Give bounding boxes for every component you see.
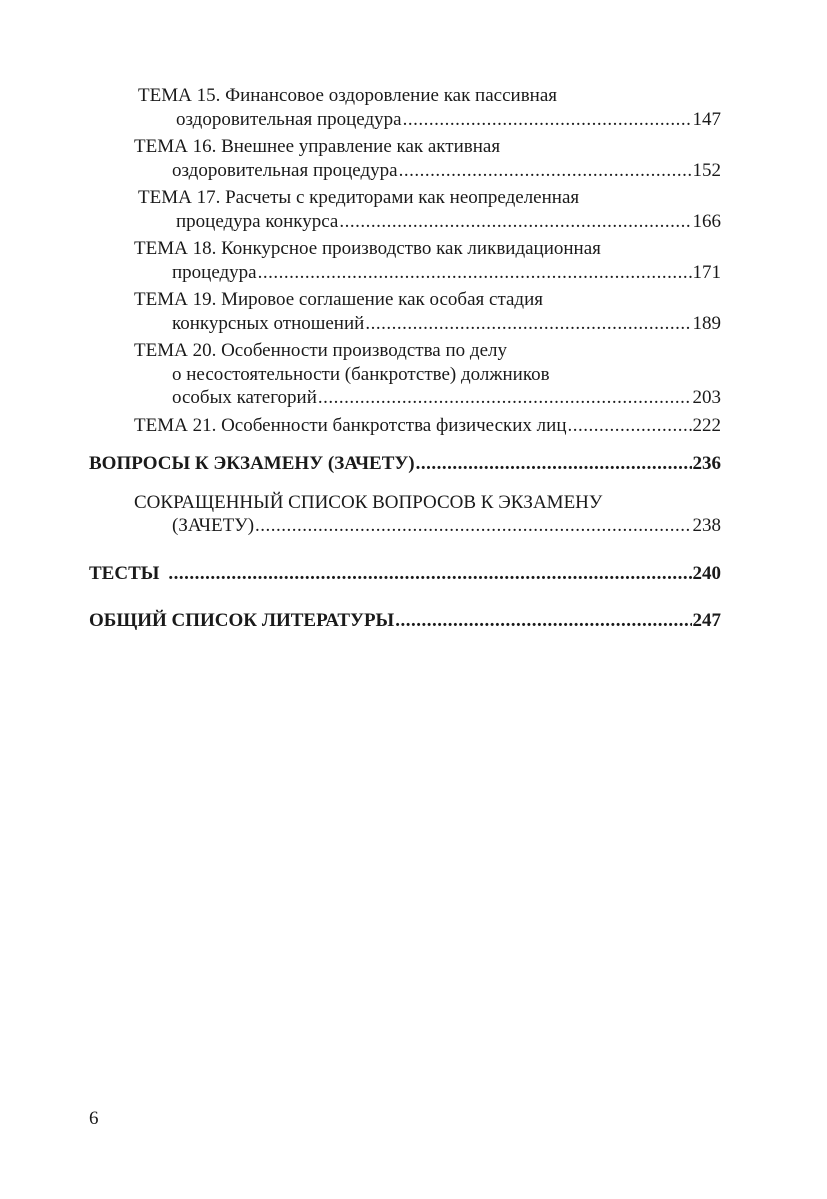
toc-entry-title: ТЕМА 20. Особенности производства по делу	[134, 340, 507, 361]
toc-entry-topic-18[interactable]	[89, 237, 721, 284]
toc-entry-exam-questions[interactable]	[89, 452, 721, 476]
toc-entry-title-line: о несостоятельности (банкротстве) должников	[172, 363, 550, 385]
dot-leader	[395, 609, 691, 633]
dot-leader	[403, 108, 692, 132]
toc-entry-title-cont	[134, 414, 721, 438]
toc-entry-topic-17[interactable]	[89, 186, 721, 233]
toc-entry-title-cont	[134, 159, 721, 183]
toc-entry-bibliography[interactable]	[89, 609, 721, 633]
toc-entry-title-line: особых категорий	[172, 387, 317, 408]
toc-entry-title-cont	[134, 514, 721, 538]
toc-entry-title-cont	[134, 386, 721, 410]
toc-entry-title: ТЕМА 16. Внешнее управление как активная	[134, 136, 501, 157]
toc-page-number: 236	[692, 453, 721, 474]
page-number: 6	[89, 1108, 99, 1129]
toc-entry-title: ТЕМА 17. Расчеты с кредиторами как неопределенная	[138, 187, 580, 208]
toc-entry-row	[89, 562, 721, 586]
dot-leader	[399, 159, 692, 183]
toc-entry-title: ОБЩИЙ СПИСОК ЛИТЕРАТУРЫ	[89, 610, 395, 631]
toc-entry-title-cont	[134, 312, 721, 336]
dot-leader	[318, 386, 692, 410]
toc-page-number: 152	[692, 159, 721, 181]
toc-entry-title-line: оздоровительная процедура	[172, 159, 398, 181]
toc-entry-topic-15[interactable]	[89, 84, 721, 131]
toc-entry-title: ТЕМА 19. Мировое соглашение как особая стадия	[134, 289, 543, 310]
toc-entry-title: ВОПРОСЫ К ЭКЗАМЕНУ (ЗАЧЕТУ)	[89, 453, 415, 474]
toc-entry-title-cont	[138, 210, 721, 234]
table-of-contents	[89, 84, 721, 633]
toc-entry-row	[89, 452, 721, 476]
toc-entry-title-cont	[134, 261, 721, 285]
toc-entry-row	[89, 609, 721, 633]
toc-entry-title: ТЕМА 15. Финансовое оздоровление как пассивная	[138, 85, 558, 106]
dot-leader	[365, 312, 691, 336]
toc-page-number: 222	[692, 414, 721, 436]
toc-entry-topic-20[interactable]	[89, 339, 721, 410]
toc-page-number: 171	[692, 261, 721, 283]
toc-entry-title-line: конкурсных отношений	[172, 312, 365, 334]
toc-entry-title-line: оздоровительная процедура	[176, 108, 402, 130]
toc-page-number: 240	[692, 562, 721, 584]
dot-leader	[258, 261, 692, 285]
toc-entry-title-line: (ЗАЧЕТУ)	[172, 515, 255, 536]
toc-page-number: 238	[692, 515, 721, 536]
toc-page-number: 166	[692, 210, 721, 232]
toc-entry-title-cont	[138, 108, 721, 132]
toc-page-number: 189	[692, 312, 721, 334]
dot-leader	[567, 414, 691, 438]
toc-entry-title: ТЕМА 18. Конкурсное производство как ликвидационная	[134, 238, 601, 259]
toc-entry-topic-21[interactable]	[89, 414, 721, 438]
toc-entry-title-line: процедура	[172, 261, 257, 283]
toc-entry-title: СОКРАЩЕННЫЙ СПИСОК ВОПРОСОВ К ЭКЗАМЕНУ	[134, 491, 603, 513]
toc-page-number: 203	[692, 387, 721, 408]
toc-entry-topic-19[interactable]	[89, 288, 721, 335]
toc-entry-title: ТЕСТЫ	[89, 562, 160, 584]
toc-page-number: 247	[692, 610, 721, 631]
toc-entry-short-question-list[interactable]	[89, 491, 721, 538]
toc-entry-tests[interactable]	[89, 562, 721, 586]
dot-leader	[255, 514, 691, 538]
toc-page-number: 147	[692, 108, 721, 130]
toc-entry-topic-16[interactable]	[89, 135, 721, 182]
toc-entry-title: ТЕМА 21. Особенности банкротства физических лиц	[134, 414, 567, 436]
dot-leader	[339, 210, 691, 234]
dot-leader	[416, 452, 692, 476]
toc-entry-title-line: процедура конкурса	[176, 210, 339, 232]
dot-leader	[168, 562, 691, 586]
